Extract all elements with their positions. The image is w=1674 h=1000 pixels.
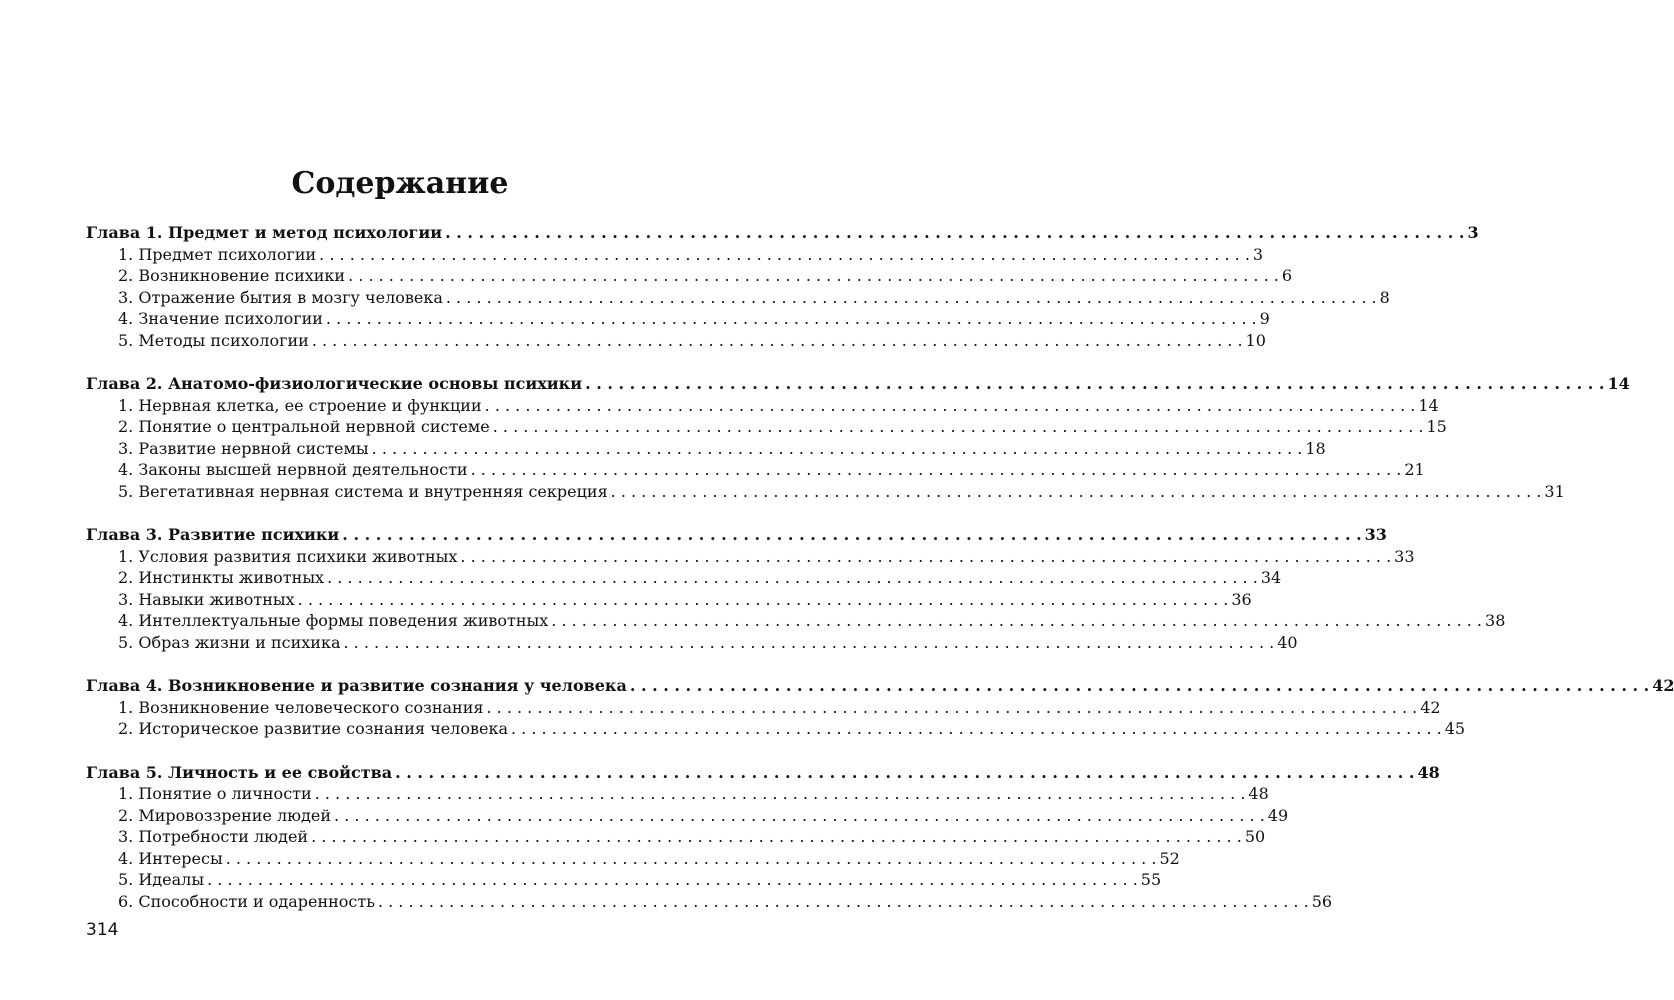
toc-chapter-row-page: 42 <box>1652 676 1674 695</box>
toc-section-row[interactable] <box>86 697 1441 719</box>
toc-section-row-page: 14 <box>1418 395 1439 415</box>
toc-chapter-row[interactable] <box>86 675 1674 697</box>
toc-section-row[interactable] <box>86 610 1506 632</box>
toc-chapter <box>86 675 1674 740</box>
toc-section-row-title: 4. Интересы <box>118 848 223 868</box>
toc-chapter-row[interactable] <box>86 373 1630 395</box>
dot-leader <box>446 287 1377 309</box>
toc-chapter-row-title: Глава 4. Возникновение и развитие сознания у человека <box>86 676 627 695</box>
dot-leader <box>511 718 1442 740</box>
toc-section-row-page: 36 <box>1231 589 1252 609</box>
toc-section-row-page: 55 <box>1140 870 1162 889</box>
dot-leader <box>298 589 1229 611</box>
toc-section-row-page: 9 <box>1259 309 1270 328</box>
toc-section-row-title: 4. Значение психологии <box>118 309 323 328</box>
toc-chapter-row-page: 3 <box>1467 223 1479 242</box>
toc-section-row-page: 18 <box>1305 438 1326 458</box>
toc-section-row-title: 2. Мировоззрение людей <box>118 805 332 825</box>
toc-section-row-title: 5. Идеалы <box>118 870 205 889</box>
dot-leader <box>327 567 1258 589</box>
dot-leader <box>630 675 1649 697</box>
toc-section-row-page: 42 <box>1420 697 1441 717</box>
toc-chapter-row[interactable] <box>86 222 1479 244</box>
dot-leader <box>226 848 1157 870</box>
toc-section-row-page: 49 <box>1267 805 1289 825</box>
dot-leader <box>342 524 1361 546</box>
toc-section-row-title: 1. Понятие о личности <box>118 784 312 803</box>
dot-leader <box>585 373 1604 395</box>
dot-leader <box>485 395 1416 417</box>
toc-section-row[interactable] <box>86 848 1180 870</box>
dot-leader <box>378 891 1309 913</box>
toc-section-row[interactable] <box>86 589 1252 611</box>
dot-leader <box>348 265 1279 287</box>
toc-section-row[interactable] <box>86 244 1264 266</box>
dot-leader <box>395 762 1414 784</box>
toc-section-row-page: 33 <box>1394 546 1415 566</box>
toc-chapter-row-title: Глава 2. Анатомо-физиологические основы психики <box>86 374 583 393</box>
dot-leader <box>445 222 1464 244</box>
dot-leader <box>486 697 1417 719</box>
dot-leader <box>493 416 1424 438</box>
toc-section-row[interactable] <box>86 308 1270 330</box>
toc-chapter-row-page: 33 <box>1364 525 1387 544</box>
toc-chapter <box>86 222 1479 351</box>
toc-section-row-page: 3 <box>1252 244 1264 264</box>
toc-section-row-title: 3. Навыки животных <box>118 589 295 609</box>
page-number: 314 <box>86 920 119 940</box>
toc-section-row-page: 38 <box>1485 611 1506 630</box>
toc-chapter <box>86 524 1506 653</box>
toc-section-row-title: 3. Отражение бытия в мозгу человека <box>118 287 443 307</box>
dot-leader <box>319 244 1250 266</box>
toc-section-row-title: 3. Потребности людей <box>118 827 309 846</box>
toc-section-row-title: 3. Развитие нервной системы <box>118 438 369 458</box>
toc-section-row-page: 21 <box>1404 460 1425 479</box>
dot-leader <box>334 805 1265 827</box>
toc-section-row-page: 45 <box>1444 719 1466 738</box>
toc-chapter-row[interactable] <box>86 524 1387 546</box>
dot-leader <box>311 826 1242 848</box>
toc-section-row-page: 15 <box>1426 417 1447 436</box>
toc-chapter <box>86 373 1630 502</box>
toc-section-row-page: 10 <box>1245 330 1266 350</box>
toc-section-row-page: 34 <box>1260 568 1282 587</box>
dot-leader <box>343 632 1274 654</box>
toc-section-row-page: 56 <box>1311 891 1333 911</box>
toc-section-row-title: 4. Законы высшей нервной деятельности <box>118 460 468 479</box>
toc-section-row[interactable] <box>86 395 1439 417</box>
toc-section-row[interactable] <box>86 459 1425 481</box>
toc-section-row-title: 5. Методы психологии <box>118 330 309 350</box>
toc-section-row-page: 6 <box>1281 266 1293 285</box>
toc-section-row[interactable] <box>86 265 1293 287</box>
toc-chapter-row-title: Глава 1. Предмет и метод психологии <box>86 223 443 242</box>
toc-section-row-page: 52 <box>1159 848 1180 868</box>
toc-chapter <box>86 762 1440 913</box>
toc-section-row[interactable] <box>86 330 1266 352</box>
toc-chapter-row-page: 14 <box>1607 374 1630 393</box>
toc-section-row[interactable] <box>86 567 1282 589</box>
toc-section-row-title: 6. Способности и одаренность <box>118 891 375 911</box>
toc-section-row-title: 2. Возникновение психики <box>118 266 346 285</box>
toc-section-row-title: 5. Вегетативная нервная система и внутренняя секреция <box>118 481 608 501</box>
dot-leader <box>315 783 1246 805</box>
toc-section-row-title: 2. Понятие о центральной нервной системе <box>118 417 490 436</box>
toc-section-row[interactable] <box>86 438 1326 460</box>
dot-leader <box>611 481 1542 503</box>
toc-section-row-title: 1. Условия развития психики животных <box>118 546 458 566</box>
toc-section-row-title: 5. Образ жизни и психика <box>118 632 341 652</box>
toc-chapter-row-title: Глава 3. Развитие психики <box>86 525 340 544</box>
dot-leader <box>372 438 1303 460</box>
toc-section-row[interactable] <box>86 481 1565 503</box>
dot-leader <box>326 308 1257 330</box>
toc-chapter-row-title: Глава 5. Личность и ее свойства <box>86 762 393 782</box>
toc-chapter-row-page: 48 <box>1417 762 1440 782</box>
dot-leader <box>471 459 1402 481</box>
toc-section-row-page: 40 <box>1277 632 1298 652</box>
toc-section-row[interactable] <box>86 891 1333 913</box>
toc-section-row-title: 1. Возникновение человеческого сознания <box>118 697 484 717</box>
toc-section-row-title: 1. Предмет психологии <box>118 244 317 264</box>
toc-section-row[interactable] <box>86 805 1289 827</box>
toc-section-row-title: 2. Историческое развитие сознания человека <box>118 719 508 738</box>
toc-section-row-title: 2. Инстинкты животных <box>118 568 325 587</box>
toc-section-row[interactable] <box>86 718 1466 740</box>
toc-section-row[interactable] <box>86 632 1298 654</box>
toc-section-row-page: 31 <box>1544 481 1565 501</box>
dot-leader <box>207 869 1138 891</box>
toc-section-row[interactable] <box>86 287 1390 309</box>
toc-section-row[interactable] <box>86 826 1266 848</box>
toc-section-row-title: 4. Интеллектуальные формы поведения животных <box>118 611 549 630</box>
toc-section-row-page: 48 <box>1248 784 1269 803</box>
toc-section-row[interactable] <box>86 546 1415 568</box>
dot-leader <box>551 610 1482 632</box>
toc-section-row[interactable] <box>86 869 1162 891</box>
toc-chapter-row[interactable] <box>86 762 1440 784</box>
toc-section-row[interactable] <box>86 416 1447 438</box>
dot-leader <box>460 546 1391 568</box>
dot-leader <box>312 330 1243 352</box>
toc-section-row-page: 8 <box>1379 287 1390 307</box>
table-of-contents <box>86 222 1674 934</box>
page-title: Содержание <box>291 166 509 201</box>
toc-section-row-page: 50 <box>1244 827 1266 846</box>
toc-section-row[interactable] <box>86 783 1269 805</box>
toc-section-row-title: 1. Нервная клетка, ее строение и функции <box>118 395 482 415</box>
